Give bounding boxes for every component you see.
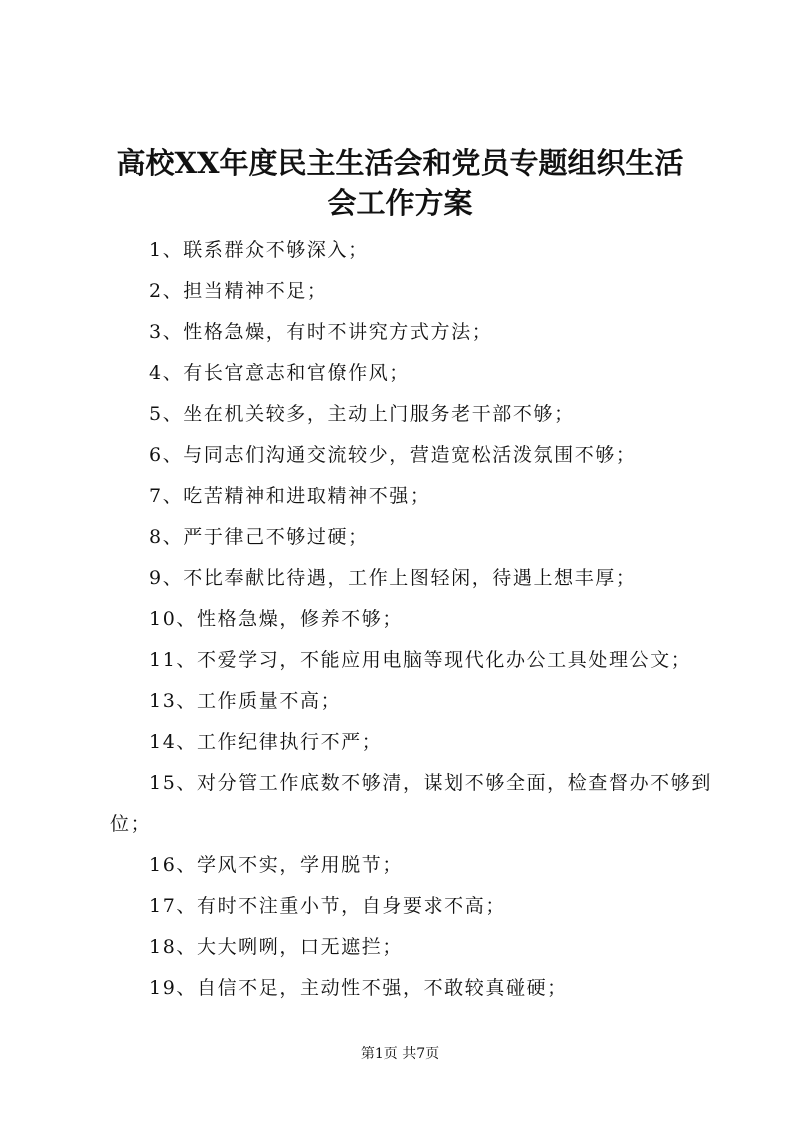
document-title <box>70 143 730 223</box>
list-item: 9、不比奉献比待遇，工作上图轻闲，待遇上想丰厚； <box>149 567 637 589</box>
list-item: 3、性格急燥，有时不讲究方式方法； <box>149 321 493 343</box>
list-item: 15、对分管工作底数不够清，谋划不够全面，检查督办不够到位； <box>110 772 712 835</box>
list-item: 11、不爱学习，不能应用电脑等现代化办公工具处理公文； <box>149 649 692 671</box>
title-line-1: 高校XX年度民主生活会和党员专题组织生活 <box>116 146 684 180</box>
list-item: 14、工作纪律执行不严； <box>149 731 383 753</box>
list-item: 2、担当精神不足； <box>149 280 328 302</box>
list-item: 4、有长官意志和官僚作风； <box>149 362 410 384</box>
list-item: 7、吃苦精神和进取精神不强； <box>149 485 431 507</box>
list-item: 10、性格急燥，修养不够； <box>149 608 403 630</box>
list-item: 5、坐在机关较多，主动上门服务老干部不够； <box>149 403 575 425</box>
list-item: 13、工作质量不高； <box>149 690 342 712</box>
list-item: 19、自信不足，主动性不强，不敢较真碰硬； <box>149 977 568 999</box>
title-line-2: 会工作方案 <box>327 186 473 220</box>
page-footer: 第1页 共7页 <box>360 1046 440 1062</box>
list-item: 6、与同志们沟通交流较少，营造宽松活泼氛围不够； <box>149 444 637 466</box>
list-item: 16、学风不实，学用脱节； <box>149 854 403 876</box>
issue-list <box>110 230 720 1009</box>
list-item: 1、联系群众不够深入； <box>149 239 369 261</box>
list-item: 18、大大咧咧，口无遮拦； <box>149 936 403 958</box>
list-item: 17、有时不注重小节，自身要求不高； <box>149 895 506 917</box>
list-item: 8、严于律己不够过硬； <box>149 526 369 548</box>
